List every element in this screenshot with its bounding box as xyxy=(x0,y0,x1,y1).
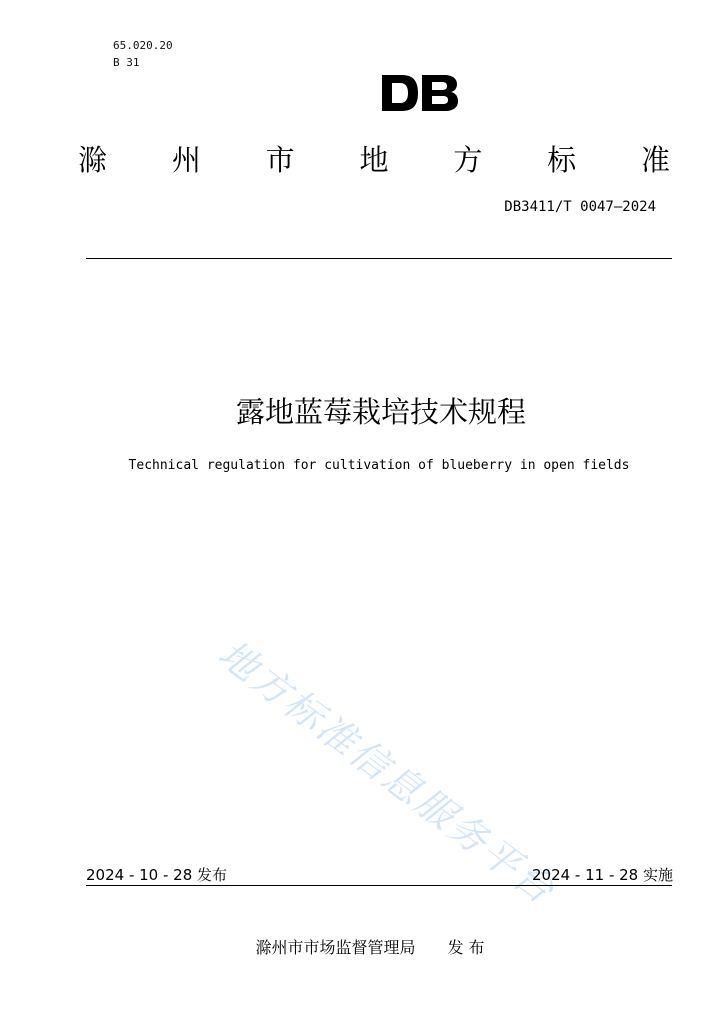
db-logo-d xyxy=(382,75,418,111)
issuing-authority xyxy=(0,935,724,958)
issuer-action: 发 布 xyxy=(447,938,485,957)
gov-title-char: 市 xyxy=(265,142,295,177)
implementation-date: 2024 - 11 - 28 实施 xyxy=(531,866,673,884)
watermark: 地方标准信息服务平台 xyxy=(210,631,565,914)
document-title: 露地蓝莓栽培技术规程 xyxy=(235,395,526,429)
standard-number: DB3411/T 0047—2024 xyxy=(504,199,656,215)
ics-code: 65.020.20 xyxy=(113,39,173,52)
top-divider xyxy=(86,258,672,259)
gov-title-char: 地 xyxy=(359,142,389,177)
gov-title-char: 方 xyxy=(453,142,483,177)
gov-title-char: 准 xyxy=(640,142,670,177)
db-logo xyxy=(380,73,460,113)
bottom-divider xyxy=(86,885,672,886)
issuer-name: 滁州市市场监督管理局 xyxy=(255,938,416,957)
db-logo-b xyxy=(422,75,458,111)
issue-date: 2024 - 10 - 28 发布 xyxy=(86,866,228,884)
classification-codes xyxy=(113,37,173,71)
document-title-english: Technical regulation for cultivation of blueberry in open fields xyxy=(128,458,630,473)
gov-title-char: 滁 xyxy=(78,142,108,177)
gov-title-char: 州 xyxy=(171,142,201,177)
gov-title-char: 标 xyxy=(547,142,577,177)
ccs-code: B 31 xyxy=(113,56,140,69)
government-standard-title xyxy=(78,140,670,176)
